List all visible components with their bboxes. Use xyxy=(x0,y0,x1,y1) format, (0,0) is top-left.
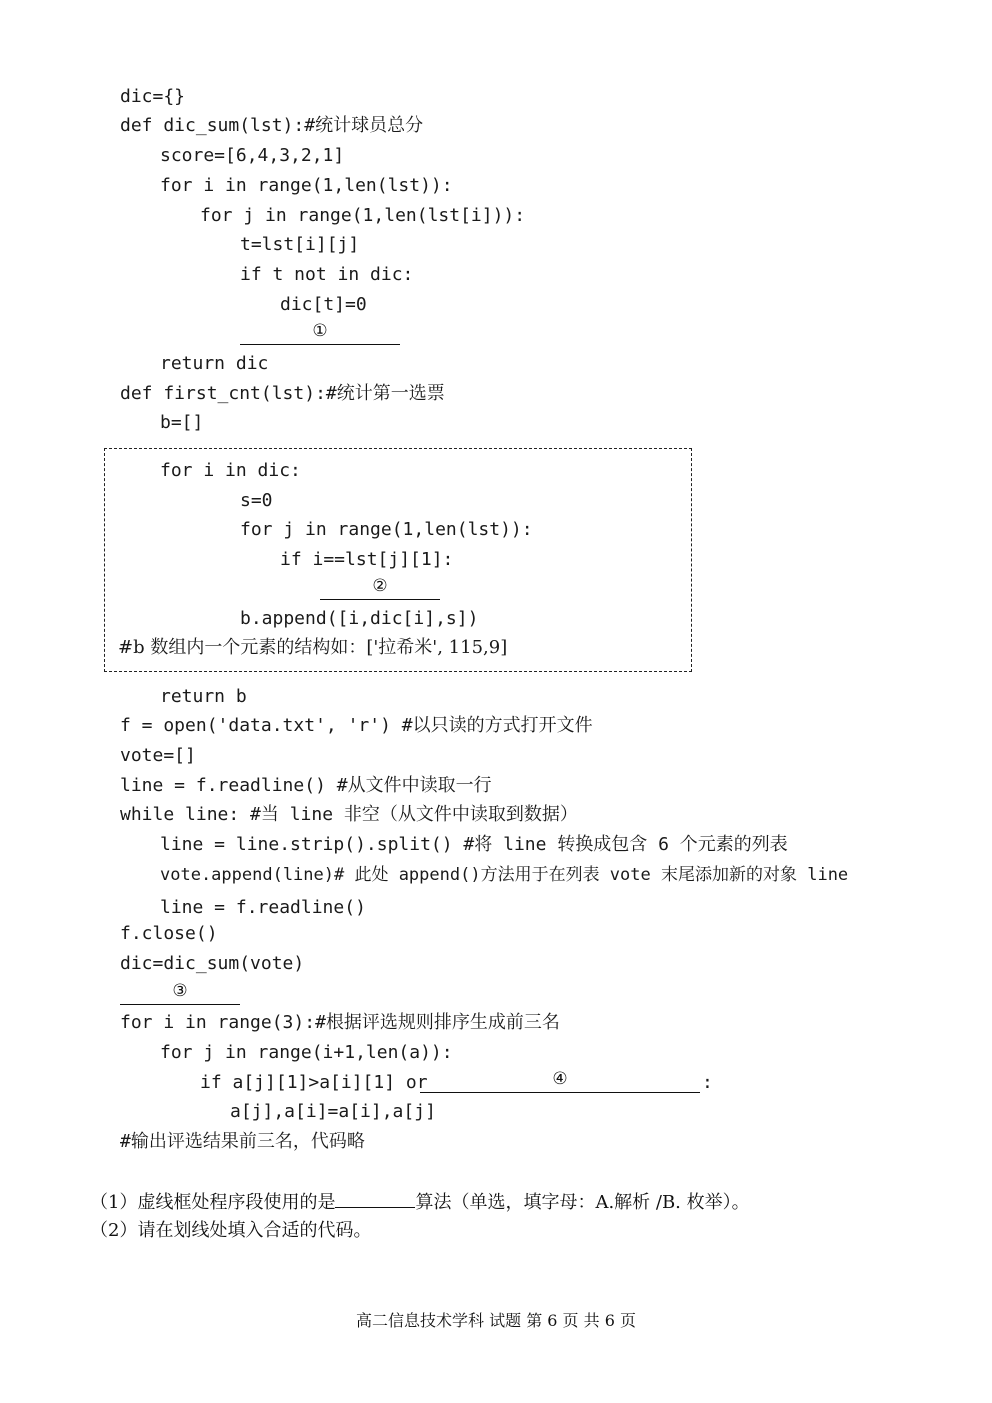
code-line: s=0 xyxy=(240,490,273,511)
code-line: #输出评选结果前三名，代码略 xyxy=(120,1131,365,1152)
code-line: b.append([i,dic[i],s]) xyxy=(240,608,479,629)
code-line: dic={} xyxy=(120,86,186,107)
code-line: dic[t]=0 xyxy=(280,294,367,315)
code-line: for i in range(3):#根据评选规则排序生成前三名 xyxy=(120,1012,560,1033)
code-line: if a[j][1]>a[i][1] or xyxy=(200,1072,428,1093)
code-line: for j in range(1,len(lst)): xyxy=(240,519,533,540)
code-line: dic=dic_sum(vote) xyxy=(120,953,305,974)
code-line: return b xyxy=(160,686,247,707)
question-1-suffix: 算法（单选，填字母：A.解析 /B. 枚举）。 xyxy=(415,1192,750,1213)
blank-2: ② xyxy=(320,575,440,600)
code-line: def dic_sum(lst):#统计球员总分 xyxy=(120,115,424,136)
code-comment: #b 数组内一个元素的结构如：['拉希米', 115,9] xyxy=(118,637,508,658)
code-line: if i==lst[j][1]: xyxy=(280,549,454,570)
code-line: return dic xyxy=(160,353,269,374)
code-line: for j in range(i+1,len(a)): xyxy=(160,1042,453,1063)
question-1-prefix: （1）虚线框处程序段使用的是 xyxy=(90,1192,336,1213)
code-line: if t not in dic: xyxy=(240,264,414,285)
blank-3: ③ xyxy=(120,980,240,1005)
code-line: for i in dic: xyxy=(160,460,301,481)
page-footer: 高二信息技术学科 试题 第 6 页 共 6 页 xyxy=(356,1311,636,1330)
blank-1: ① xyxy=(240,320,400,345)
code-line: f.close() xyxy=(120,923,218,944)
code-line: line = line.strip().split() #将 line 转换成包含 6 个元素的列表 xyxy=(160,834,788,855)
code-line: f = open('data.txt', 'r') #以只读的方式打开文件 xyxy=(120,715,593,736)
code-line: b=[] xyxy=(160,412,204,433)
code-line: def first_cnt(lst):#统计第一选票 xyxy=(120,383,445,404)
code-line: vote.append(line)# 此处 append()方法用于在列表 vote 末尾添加新的对象 line xyxy=(160,865,849,885)
code-line: for i in range(1,len(lst)): xyxy=(160,175,453,196)
blank-4: ④ xyxy=(420,1068,700,1093)
code-line: : xyxy=(702,1072,713,1093)
answer-blank xyxy=(335,1189,415,1208)
code-line: while line: #当 line 非空（从文件中读取到数据） xyxy=(120,804,578,825)
question-1 xyxy=(90,1189,750,1215)
code-line: line = f.readline() #从文件中读取一行 xyxy=(120,775,492,796)
code-line: score=[6,4,3,2,1] xyxy=(160,145,345,166)
code-line: t=lst[i][j] xyxy=(240,234,360,255)
question-2: （2）请在划线处填入合适的代码。 xyxy=(90,1220,372,1241)
code-line: line = f.readline() xyxy=(160,897,366,918)
code-line: for j in range(1,len(lst[i])): xyxy=(200,205,526,226)
code-line: a[j],a[i]=a[i],a[j] xyxy=(230,1101,436,1122)
code-line: vote=[] xyxy=(120,745,196,766)
